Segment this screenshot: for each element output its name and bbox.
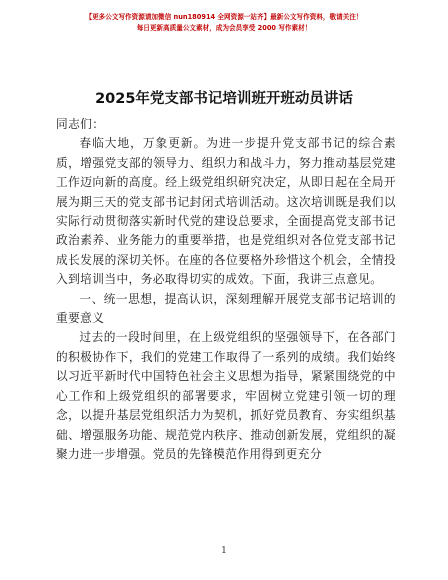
promo-header-line-1: 【更多公文写作资源请加微信 nun180914 全网资源一站齐】最新公文写作资料，敬请关注！	[85, 13, 363, 21]
page-number: 1	[221, 546, 227, 556]
document-body	[56, 115, 396, 464]
paragraph-intro: 春临大地，万象更新。为进一步提升党支部书记的综合素质，增强党支部的领导力、组织力和战斗力，努力推动基层党建工作迈向新的高度。经上级党组织研究决定，从即日起在全局开展为期三天的党支部书记封闭式培训活动。这次培训既是我们以实际行动贯彻落实新时代党的建设总要求，全面提高党支部书记政治素养、业务能力的重要举措，也是党组织对各位党支部书记成长发展的深切关怀。在座的各位要格外珍惜这个机会，全情投入到培训当中，务必取得切实的成效。下面，我讲三点意见。	[56, 136, 396, 287]
paragraph-section-1: 过去的一段时间里，在上级党组织的坚强领导下，在各部门的积极协作下，我们的党建工作取得了一系列的成绩。我们始终以习近平新时代中国特色社会主义思想为指导，紧紧围绕党的中心工作和上级党组织的部署要求，牢固树立党建引领一切的理念，以提升基层党组织活力为契机，抓好党员教育、夯实组织基础、增强服务功能、规范党内秩序、推动创新发展，党组织的凝聚力进一步增强。党员的先锋模范作用得到更充分	[56, 330, 396, 461]
document-title: 2025年党支部书记培训班开班动员讲话	[95, 91, 353, 107]
section-heading-1: 一、统一思想，提高认识，深刻理解开展党支部书记培训的重要意义	[56, 291, 396, 326]
promo-header-line-2: 每日更新高质量公文素材，成为会员享受 2000 写作素材！	[136, 24, 312, 32]
promo-header	[0, 12, 448, 34]
salutation: 同志们：	[56, 117, 105, 131]
